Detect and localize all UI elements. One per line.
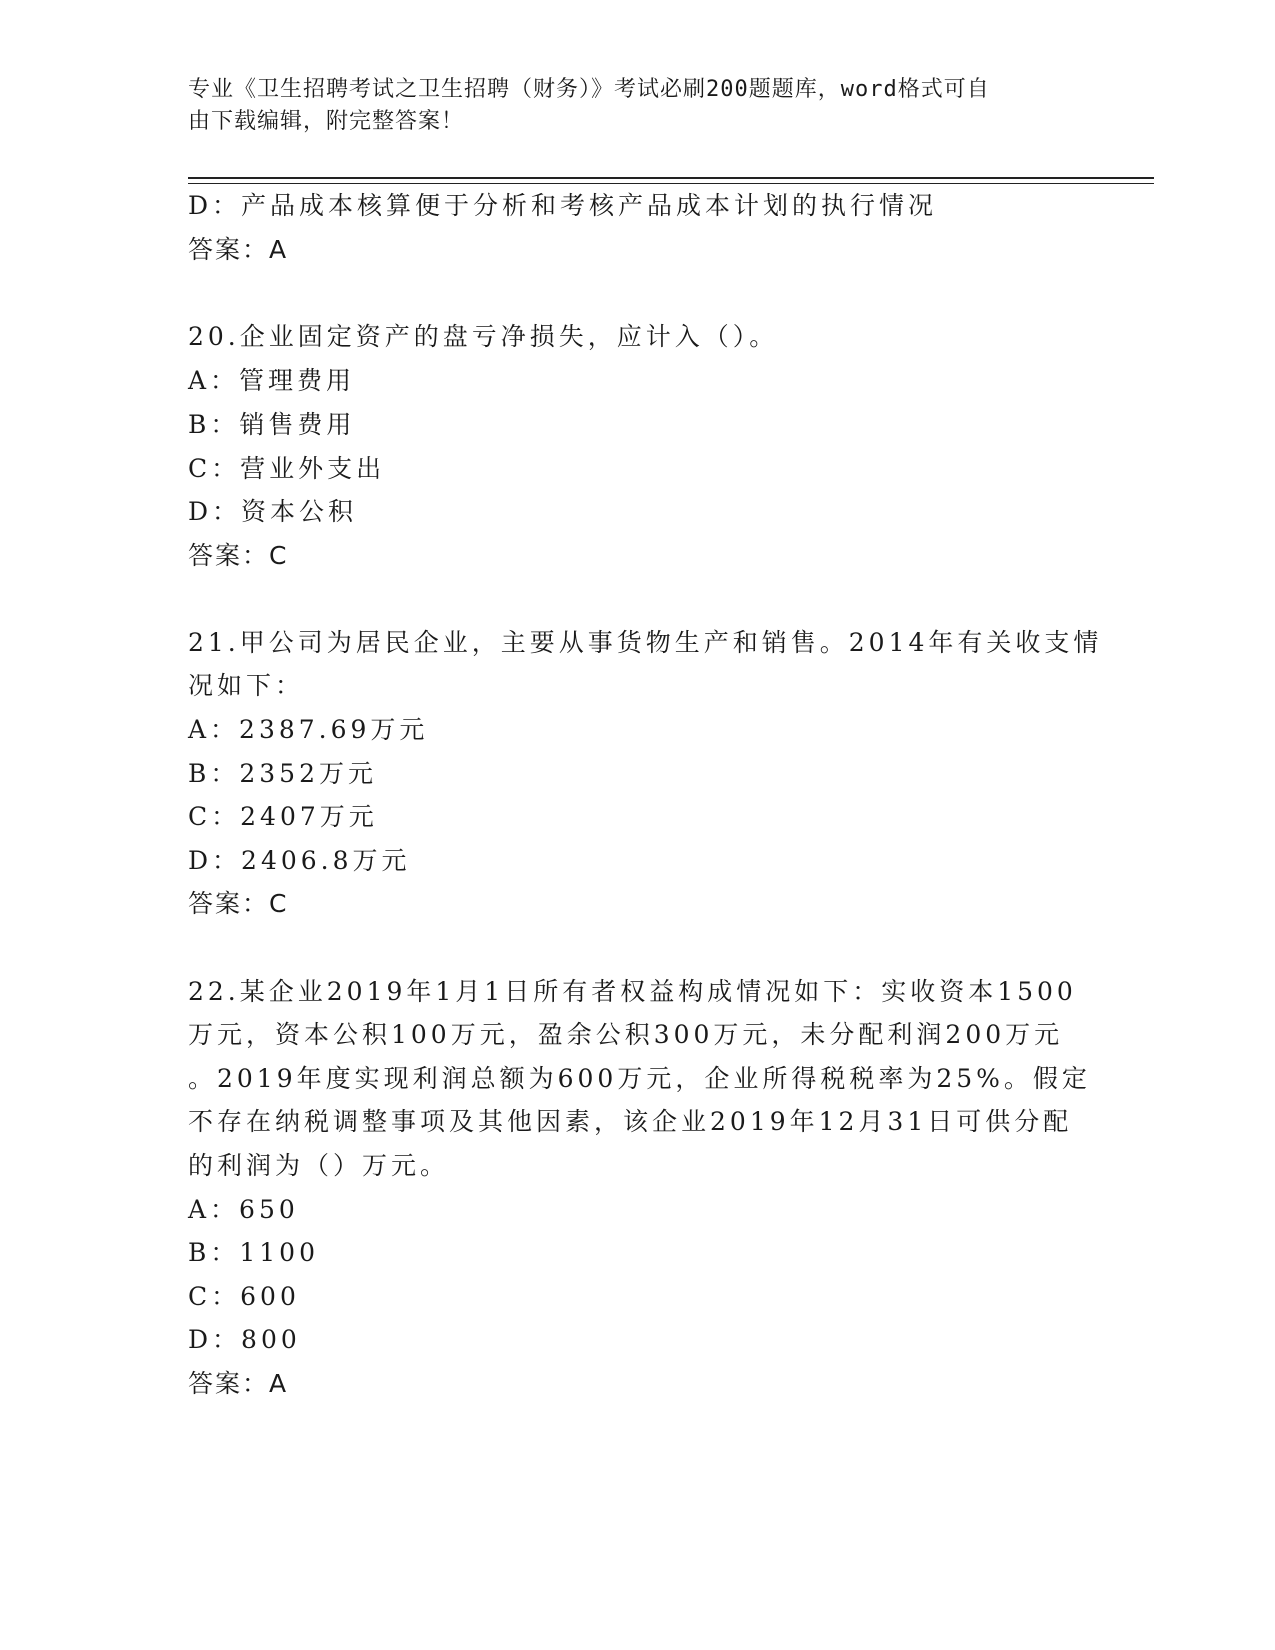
q20-option-c: C：营业外支出 bbox=[188, 454, 386, 483]
q20-option-b: B：销售费用 bbox=[188, 410, 356, 439]
header-line-1: 专业《卫生招聘考试之卫生招聘（财务）》考试必刷200题题库，word格式可自 bbox=[188, 77, 990, 102]
q22-option-c: C：600 bbox=[188, 1282, 300, 1311]
header-line-2: 由下载编辑，附完整答案！ bbox=[188, 109, 465, 134]
q22-question-line-3: 。2019年度实现利润总额为600万元，企业所得税税率为25%。假定 bbox=[188, 1064, 1091, 1093]
q21-option-b: B：2352万元 bbox=[188, 759, 377, 788]
q20-option-a: A：管理费用 bbox=[188, 366, 356, 395]
q21-question-line-2: 况如下： bbox=[188, 671, 305, 700]
header-divider-thin bbox=[188, 183, 1154, 184]
q22-option-a: A：650 bbox=[188, 1195, 299, 1224]
q21-question-line-1: 21.甲公司为居民企业，主要从事货物生产和销售。2014年有关收支情 bbox=[188, 628, 1103, 657]
q19-answer: 答案：A bbox=[188, 235, 289, 264]
q20-question: 20.企业固定资产的盘亏净损失，应计入（）。 bbox=[188, 322, 779, 351]
q21-option-c: C：2407万元 bbox=[188, 802, 378, 831]
q22-question-line-4: 不存在纳税调整事项及其他因素，该企业2019年12月31日可供分配 bbox=[188, 1107, 1073, 1136]
q22-option-d: D：800 bbox=[188, 1325, 301, 1354]
q22-answer: 答案：A bbox=[188, 1369, 289, 1398]
q21-option-a: A：2387.69万元 bbox=[188, 715, 429, 744]
q22-option-b: B：1100 bbox=[188, 1238, 319, 1267]
document-header bbox=[188, 74, 1068, 138]
q22-question-line-2: 万元，资本公积100万元，盈余公积300万元，未分配利润200万元 bbox=[188, 1020, 1064, 1049]
q19-option-d: D：产品成本核算便于分析和考核产品成本计划的执行情况 bbox=[188, 191, 938, 220]
q20-option-d: D：资本公积 bbox=[188, 497, 358, 526]
q21-answer: 答案：C bbox=[188, 889, 289, 918]
q22-question-line-1: 22.某企业2019年1月1日所有者权益构成情况如下：实收资本1500 bbox=[188, 977, 1077, 1006]
q20-answer: 答案：C bbox=[188, 541, 289, 570]
q21-option-d: D：2406.8万元 bbox=[188, 846, 411, 875]
q22-question-line-5: 的利润为（）万元。 bbox=[188, 1151, 450, 1180]
header-divider-thick bbox=[188, 177, 1154, 179]
